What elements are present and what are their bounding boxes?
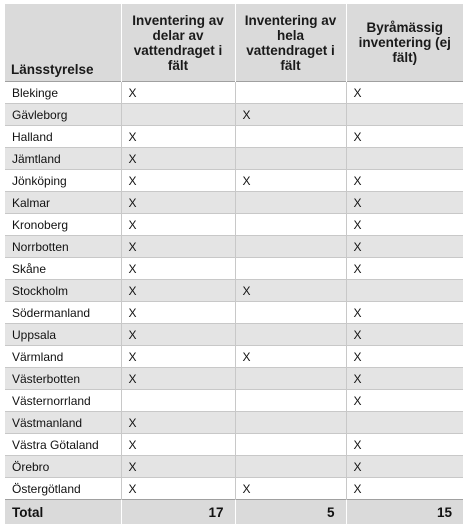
county-name: Stockholm xyxy=(5,280,121,302)
total-row xyxy=(5,500,463,525)
table-row xyxy=(5,236,463,258)
table-row xyxy=(5,412,463,434)
cell-desk: X xyxy=(346,214,463,236)
total-label: Total xyxy=(5,500,121,525)
cell-desk: X xyxy=(346,390,463,412)
header-desk-inventory: Byråmässig inventering (ej fält) xyxy=(346,4,463,82)
table-body xyxy=(5,82,463,500)
table-row xyxy=(5,434,463,456)
cell-partial-field xyxy=(121,390,235,412)
county-name: Gävleborg xyxy=(5,104,121,126)
total-desk: 15 xyxy=(346,500,463,525)
cell-desk: X xyxy=(346,126,463,148)
cell-desk: X xyxy=(346,456,463,478)
cell-full-field xyxy=(235,456,346,478)
table-row xyxy=(5,302,463,324)
cell-desk xyxy=(346,104,463,126)
cell-partial-field: X xyxy=(121,412,235,434)
cell-desk: X xyxy=(346,258,463,280)
county-name: Västra Götaland xyxy=(5,434,121,456)
cell-partial-field: X xyxy=(121,258,235,280)
county-name: Kalmar xyxy=(5,192,121,214)
cell-partial-field: X xyxy=(121,368,235,390)
cell-partial-field: X xyxy=(121,192,235,214)
cell-full-field: X xyxy=(235,280,346,302)
county-name: Örebro xyxy=(5,456,121,478)
cell-partial-field xyxy=(121,104,235,126)
cell-desk: X xyxy=(346,82,463,104)
county-name: Blekinge xyxy=(5,82,121,104)
cell-desk: X xyxy=(346,302,463,324)
table-row xyxy=(5,126,463,148)
cell-full-field xyxy=(235,302,346,324)
inventory-table-container xyxy=(5,4,463,524)
cell-full-field xyxy=(235,258,346,280)
table-row xyxy=(5,346,463,368)
county-name: Västmanland xyxy=(5,412,121,434)
cell-full-field xyxy=(235,236,346,258)
cell-partial-field: X xyxy=(121,302,235,324)
table-row xyxy=(5,280,463,302)
header-partial-field-inventory: Inventering av delar av vattendraget i fält xyxy=(121,4,235,82)
cell-partial-field: X xyxy=(121,170,235,192)
table-row xyxy=(5,148,463,170)
header-row xyxy=(5,4,463,82)
total-partial-field: 17 xyxy=(121,500,235,525)
cell-desk: X xyxy=(346,346,463,368)
table-row xyxy=(5,456,463,478)
cell-desk xyxy=(346,148,463,170)
table-row xyxy=(5,390,463,412)
cell-desk: X xyxy=(346,236,463,258)
table-row xyxy=(5,478,463,500)
cell-partial-field: X xyxy=(121,148,235,170)
cell-partial-field: X xyxy=(121,214,235,236)
cell-partial-field: X xyxy=(121,434,235,456)
cell-partial-field: X xyxy=(121,236,235,258)
cell-desk: X xyxy=(346,368,463,390)
cell-full-field: X xyxy=(235,170,346,192)
cell-full-field xyxy=(235,148,346,170)
county-name: Halland xyxy=(5,126,121,148)
county-name: Jämtland xyxy=(5,148,121,170)
county-name: Norrbotten xyxy=(5,236,121,258)
county-name: Jönköping xyxy=(5,170,121,192)
county-name: Uppsala xyxy=(5,324,121,346)
cell-desk xyxy=(346,280,463,302)
cell-desk: X xyxy=(346,324,463,346)
inventory-table xyxy=(5,4,463,524)
cell-full-field xyxy=(235,214,346,236)
cell-desk: X xyxy=(346,192,463,214)
cell-full-field xyxy=(235,324,346,346)
cell-full-field xyxy=(235,126,346,148)
cell-partial-field: X xyxy=(121,82,235,104)
table-row xyxy=(5,368,463,390)
header-full-field-inventory: Inventering av hela vattendraget i fält xyxy=(235,4,346,82)
cell-desk: X xyxy=(346,434,463,456)
cell-full-field xyxy=(235,192,346,214)
total-full-field: 5 xyxy=(235,500,346,525)
cell-desk: X xyxy=(346,170,463,192)
table-row xyxy=(5,104,463,126)
cell-partial-field: X xyxy=(121,126,235,148)
cell-desk xyxy=(346,412,463,434)
county-name: Södermanland xyxy=(5,302,121,324)
cell-full-field xyxy=(235,82,346,104)
cell-desk: X xyxy=(346,478,463,500)
county-name: Västerbotten xyxy=(5,368,121,390)
cell-full-field xyxy=(235,412,346,434)
cell-full-field xyxy=(235,390,346,412)
county-name: Östergötland xyxy=(5,478,121,500)
county-name: Västernorrland xyxy=(5,390,121,412)
table-row xyxy=(5,214,463,236)
cell-partial-field: X xyxy=(121,456,235,478)
table-row xyxy=(5,192,463,214)
cell-full-field xyxy=(235,368,346,390)
county-name: Värmland xyxy=(5,346,121,368)
cell-full-field: X xyxy=(235,104,346,126)
cell-full-field: X xyxy=(235,478,346,500)
county-name: Skåne xyxy=(5,258,121,280)
table-row xyxy=(5,324,463,346)
table-row xyxy=(5,82,463,104)
cell-partial-field: X xyxy=(121,280,235,302)
cell-partial-field: X xyxy=(121,346,235,368)
county-name: Kronoberg xyxy=(5,214,121,236)
table-row xyxy=(5,258,463,280)
header-county: Länsstyrelse xyxy=(5,4,121,82)
table-row xyxy=(5,170,463,192)
cell-full-field: X xyxy=(235,346,346,368)
cell-partial-field: X xyxy=(121,478,235,500)
cell-partial-field: X xyxy=(121,324,235,346)
cell-full-field xyxy=(235,434,346,456)
